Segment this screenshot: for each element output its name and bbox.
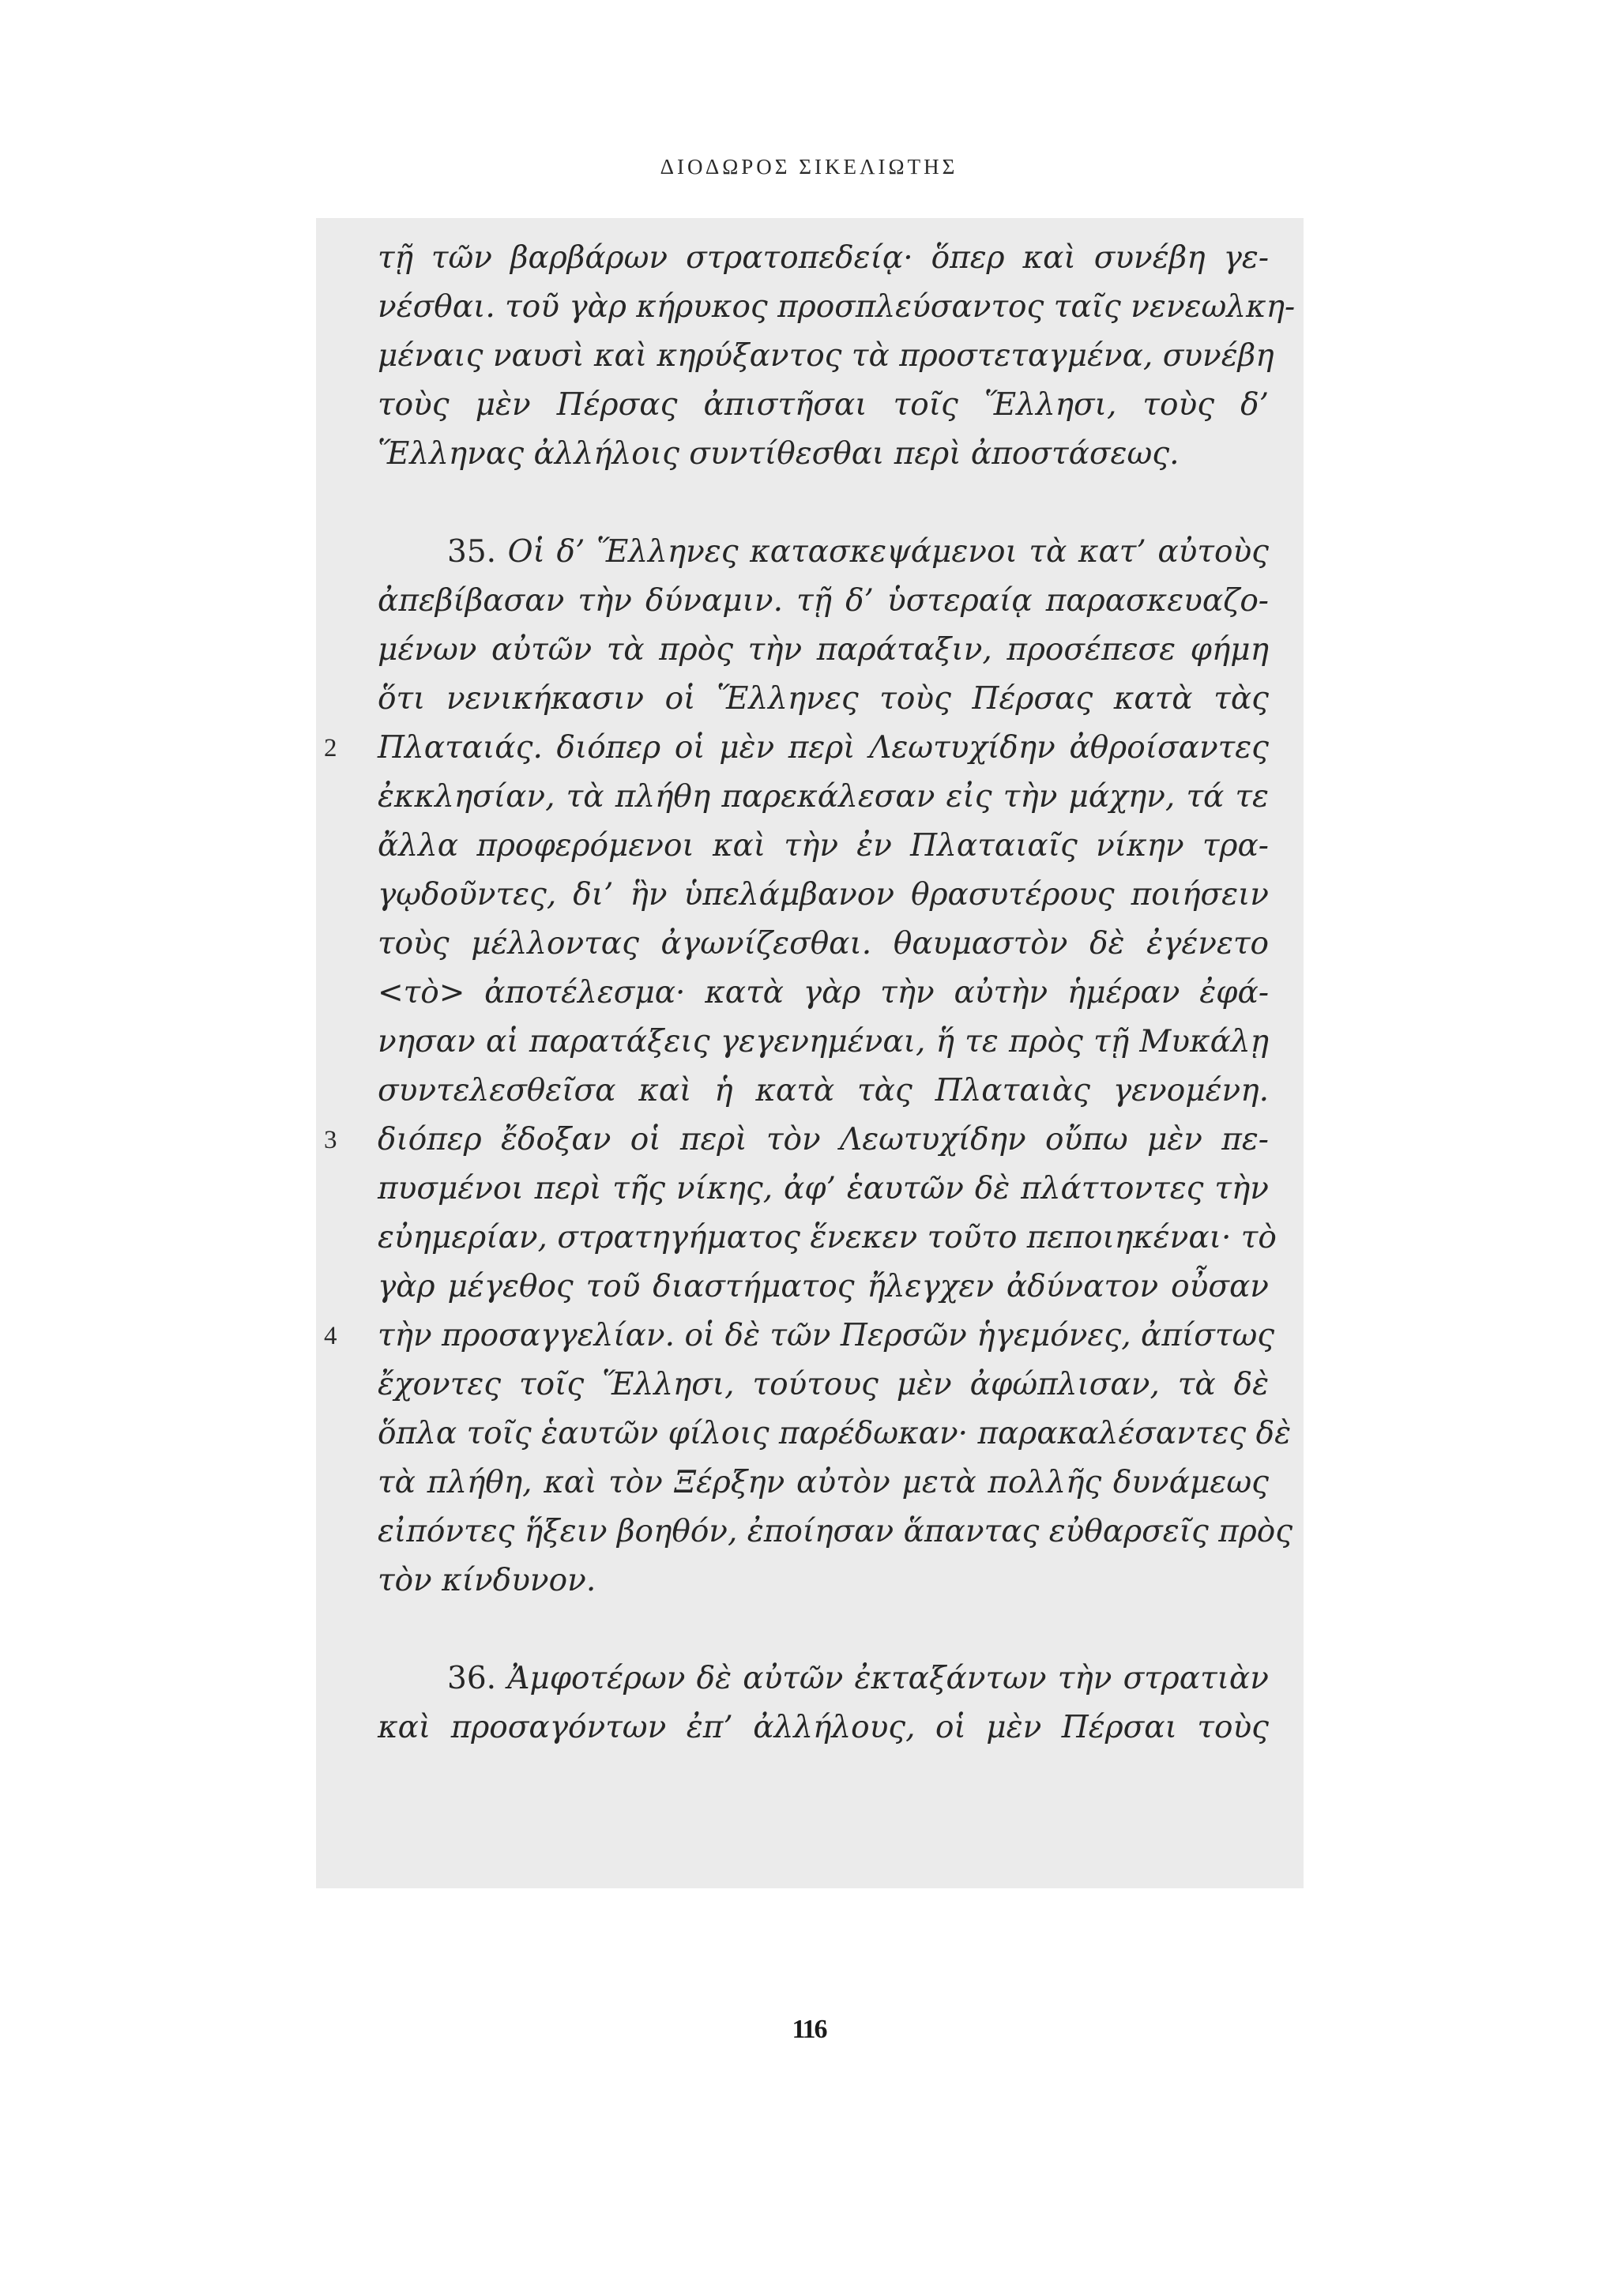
line-text: πυσμένοι περὶ τῆς νίκης, ἀφ’ ἑαυτῶν δὲ πλάττοντες τὴν bbox=[378, 1171, 1269, 1206]
text-line bbox=[378, 871, 1269, 920]
text-line bbox=[378, 626, 1269, 675]
line-text: γῳδοῦντες, δι’ ἣν ὑπελάμβανον θρασυτέρους ποιήσειν bbox=[378, 877, 1269, 913]
line-text: <τὸ> ἀποτέλεσμα· κατὰ γὰρ τὴν αὐτὴν ἡμέραν ἐφά- bbox=[378, 975, 1269, 1011]
text-line bbox=[378, 1410, 1292, 1459]
line-text: εὐημερίαν, στρατηγήματος ἕνεκεν τοῦτο πεποιηκέναι· τὸ bbox=[378, 1220, 1277, 1255]
line-text: τοὺς μέλλοντας ἀγωνίζεσθαι. θαυμαστὸν δὲ ἐγένετο bbox=[378, 926, 1269, 962]
text-line bbox=[378, 332, 1274, 381]
page-number: 116 bbox=[792, 2015, 826, 2044]
line-text: τὰ πλήθη, καὶ τὸν Ξέρξην αὐτὸν μετὰ πολλῆς δυνάμεως bbox=[378, 1465, 1269, 1500]
line-text: ὅπλα τοῖς ἑαυτῶν φίλοις παρέδωκαν· παρακαλέσαντες δὲ bbox=[378, 1416, 1292, 1451]
line-text: τὴν προσαγγελίαν. οἱ δὲ τῶν Περσῶν ἡγεμόνες, ἀπίστως bbox=[378, 1318, 1275, 1353]
line-text: νέσθαι. τοῦ γὰρ κήρυκος προσπλεύσαντος ταῖς νενεωλκη- bbox=[378, 289, 1296, 325]
running-head: ΔΙΟΔΩΡΟΣ ΣΙΚΕΛΙΩΤΗΣ bbox=[660, 155, 958, 179]
line-text: ἐκκλησίαν, τὰ πλήθη παρεκάλεσαν εἰς τὴν μάχην, τά τε bbox=[378, 779, 1269, 815]
body-text bbox=[324, 234, 1296, 1752]
paragraph-gap bbox=[378, 1605, 1269, 1654]
text-line bbox=[378, 1214, 1277, 1263]
margin-paragraph-number: 4 bbox=[324, 1322, 337, 1350]
text-line bbox=[378, 430, 1269, 479]
margin-paragraph-number: 2 bbox=[324, 734, 337, 762]
line-text: γὰρ μέγεθος τοῦ διαστήματος ἤλεγχεν ἀδύνατον οὖσαν bbox=[378, 1269, 1269, 1304]
section-first-line bbox=[378, 1654, 1269, 1703]
line-text: Οἱ δ’ Ἕλληνες κατασκεψάμενοι τὰ κατ’ αὐτοὺς bbox=[507, 534, 1269, 570]
section-first-line bbox=[378, 528, 1269, 577]
text-line bbox=[324, 724, 1269, 773]
text-line bbox=[378, 1165, 1269, 1214]
text-line bbox=[378, 381, 1269, 430]
line-text: ἔχοντες τοῖς Ἕλλησι, τούτους μὲν ἀφώπλισαν, τὰ δὲ bbox=[378, 1367, 1269, 1402]
line-text: εἰπόντες ἥξειν βοηθόν, ἐποίησαν ἅπαντας εὐθαρσεῖς πρὸς bbox=[378, 1514, 1293, 1549]
line-text: μένων αὐτῶν τὰ πρὸς τὴν παράταξιν, προσέπεσε φήμη bbox=[378, 632, 1269, 668]
text-line bbox=[378, 234, 1269, 283]
text-line bbox=[378, 920, 1269, 969]
text-line bbox=[378, 1018, 1269, 1067]
text-line bbox=[378, 675, 1269, 724]
line-text: νησαν αἱ παρατάξεις γεγενημέναι, ἥ τε πρὸς τῇ Μυκάλῃ bbox=[378, 1024, 1269, 1060]
section-number: 36. bbox=[447, 1661, 497, 1696]
text-line bbox=[378, 1361, 1269, 1410]
text-line bbox=[378, 822, 1269, 871]
text-line bbox=[378, 1703, 1269, 1752]
line-text: μέναις ναυσὶ καὶ κηρύξαντος τὰ προστεταγμένα, συνέβη bbox=[378, 338, 1274, 374]
line-text: τῇ τῶν βαρβάρων στρατοπεδείᾳ· ὅπερ καὶ συνέβη γε- bbox=[378, 240, 1269, 276]
text-line bbox=[378, 1556, 1269, 1605]
line-text: διόπερ ἔδοξαν οἱ περὶ τὸν Λεωτυχίδην οὔπω μὲν πε- bbox=[378, 1122, 1269, 1157]
text-line bbox=[378, 969, 1269, 1018]
line-text: τοὺς μὲν Πέρσας ἀπιστῆσαι τοῖς Ἕλλησι, τοὺς δ’ bbox=[378, 387, 1269, 423]
line-text: Ἕλληνας ἀλλήλοις συντίθεσθαι περὶ ἀποστάσεως. bbox=[378, 436, 1180, 472]
line-text: συντελεσθεῖσα καὶ ἡ κατὰ τὰς Πλαταιὰς γενομένη. bbox=[378, 1073, 1269, 1108]
text-line bbox=[378, 1067, 1269, 1116]
line-text: ἄλλα προφερόμενοι καὶ τὴν ἐν Πλαταιαῖς νίκην τρα- bbox=[378, 828, 1269, 864]
paragraph-gap bbox=[378, 479, 1269, 528]
text-line bbox=[324, 1116, 1269, 1165]
text-line bbox=[378, 577, 1269, 626]
text-line bbox=[378, 283, 1296, 332]
line-text: ὅτι νενικήκασιν οἱ Ἕλληνες τοὺς Πέρσας κατὰ τὰς bbox=[378, 681, 1269, 717]
line-text: Πλαταιάς. διόπερ οἱ μὲν περὶ Λεωτυχίδην ἀθροίσαντες bbox=[378, 730, 1269, 766]
line-text: Ἀμφοτέρων δὲ αὐτῶν ἐκταξάντων τὴν στρατιὰν bbox=[507, 1661, 1269, 1696]
line-text: ἀπεβίβασαν τὴν δύναμιν. τῇ δ’ ὑστεραίᾳ παρασκευαζο- bbox=[378, 583, 1269, 619]
text-line bbox=[324, 1312, 1275, 1361]
section-number: 35. bbox=[447, 534, 497, 570]
text-line bbox=[378, 1459, 1269, 1507]
line-text: καὶ προσαγόντων ἐπ’ ἀλλήλους, οἱ μὲν Πέρσαι τοὺς bbox=[378, 1710, 1269, 1745]
text-line bbox=[378, 1507, 1293, 1556]
text-line bbox=[378, 1263, 1269, 1312]
text-line bbox=[378, 773, 1269, 822]
margin-paragraph-number: 3 bbox=[324, 1126, 337, 1154]
line-text: τὸν κίνδυνον. bbox=[378, 1563, 596, 1598]
